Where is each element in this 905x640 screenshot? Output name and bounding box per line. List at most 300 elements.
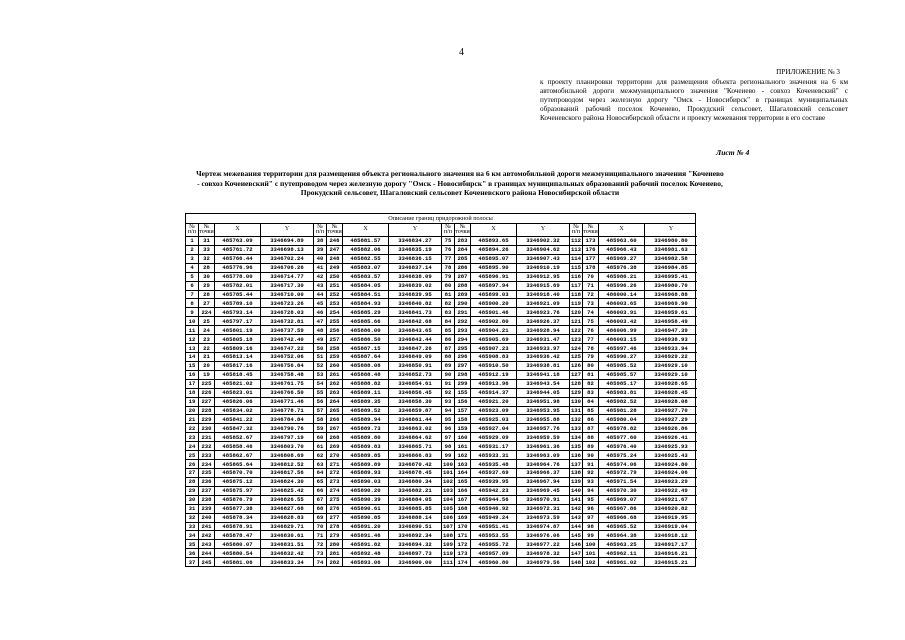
table-cell: 268 [327,433,343,441]
table-cell: 87 [583,424,599,432]
table-cell: 3346933.97 [526,344,560,352]
table-cell: 3346831.51 [270,540,304,548]
table-cell: 485889.85 [343,451,389,459]
table-cell: 88 [583,433,599,441]
table-cell: 3346923.29 [654,478,688,486]
table-cell: 485887.15 [343,344,389,352]
table-cell: 236 [199,478,215,486]
table-cell: 174 [455,558,471,566]
table-cell: 242 [199,531,215,539]
table-cell: 70 [314,523,327,531]
table-cell: 273 [327,478,343,486]
table-cell: 55 [314,389,327,397]
table-row [186,424,313,433]
table-cell: 230 [199,424,215,432]
table-cell: 485813.14 [215,353,261,361]
table-header-text: X [363,226,368,233]
table-header-cell [570,224,583,236]
table-cell: 485972.79 [599,469,645,477]
table-cell: 3346864.62 [398,433,432,441]
table-cell: 3346953.95 [526,406,560,414]
table-row [314,282,441,291]
table-cell: 485852.67 [215,433,261,441]
table-cell: 142 [570,505,582,513]
table-cell: 237 [199,487,215,495]
table-cell: 3346918.40 [526,290,560,298]
table-row [314,523,441,532]
table-cell: 235 [199,469,215,477]
table-cell: 10 [186,317,199,325]
table-cell: 3346961.36 [526,442,560,450]
table-cell: 294 [455,335,471,343]
table-header-cell [455,224,471,236]
table-cell: 3346938.81 [526,362,560,370]
table-row [570,469,697,478]
table-cell: 129 [570,389,582,397]
table-cell: 485951.41 [471,523,517,531]
table-row [186,264,313,273]
table-cell: 139 [570,478,582,486]
table-cell: 15 [186,362,199,370]
table-cell: 3346861.44 [398,415,432,423]
table-cell: 3346931.47 [526,335,560,343]
table-cell: 485891.82 [343,540,389,548]
table-row [314,487,441,496]
table-cell: 485847.32 [215,424,261,432]
table-cell: 176 [583,246,599,254]
table-cell: 120 [570,308,582,316]
table-cell: 138 [570,469,582,477]
table-cell: 485914.37 [471,389,517,397]
table-cell: 133 [570,424,582,432]
table-cell: 3346897.73 [398,549,432,557]
table-cell: 147 [570,549,582,557]
table-cell: 485883.07 [343,264,389,272]
table-cell: 486003.65 [599,299,645,307]
table-cell: 3346923.76 [526,308,560,316]
table-cell: 265 [327,407,343,415]
table-row [314,273,441,282]
table-cell: 101 [442,469,454,477]
table-header-text: № [317,223,323,230]
table-row [570,389,697,398]
table-cell: 27 [199,299,215,307]
table-cell: 3346728.03 [270,308,304,316]
table-cell: 12 [186,335,199,343]
table-row [314,308,441,317]
table-row [570,487,697,496]
table-cell: 485925.03 [471,415,517,423]
table-cell: 231 [199,433,215,441]
table-row [442,237,569,246]
table-rows [570,237,697,566]
table-cell: 287 [455,273,471,281]
table-header-text: точки [327,229,342,235]
table-cell: 28 [199,264,215,272]
table-cell: 485880.07 [215,540,261,548]
table-cell: 3346977.22 [526,540,560,548]
table-cell: 485877.38 [215,505,261,513]
table-cell: 93 [583,478,599,486]
table-header-cell [261,224,313,236]
table-header-text: п/п [187,229,197,235]
table-row [442,264,569,273]
table-row [442,496,569,505]
table-row [186,514,313,523]
table-cell: 485882.06 [343,246,389,254]
table-cell: 224 [199,308,215,316]
table-cell: 111 [442,558,454,566]
table-cell: 270 [327,451,343,459]
table-row [186,496,313,505]
table-cell: 485961.02 [599,558,645,566]
table-cell: 165 [455,478,471,486]
table-cell: 485878.91 [215,523,261,531]
table-cell: 3 [186,255,199,263]
table-row [186,317,313,326]
table-row [186,326,313,335]
table-cell: 2 [186,246,199,254]
table-cell: 485761.72 [215,246,261,254]
table-cell: 3346836.15 [398,255,432,263]
table-cell: 82 [583,380,599,388]
table-cell: 485982.52 [599,398,645,406]
table-cell: 75 [442,237,455,245]
table-cell: 56 [314,398,327,406]
table-cell: 485963.25 [599,540,645,548]
table-cell: 168 [455,505,471,513]
table-cell: 124 [570,344,582,352]
table-cell: 485885.29 [343,308,389,316]
table-cell: 3346882.21 [398,487,432,495]
table-row [570,442,697,451]
table-cell: 485878.34 [215,514,261,522]
table-row [442,433,569,442]
table-cell: 249 [327,264,343,272]
table-cell: 61 [314,442,327,450]
table-header-cell [186,224,199,236]
table-cell: 77 [583,335,599,343]
table-row [442,282,569,291]
table-cell: 485888.08 [343,362,389,370]
table-cell: 3346924.80 [654,460,688,468]
table-row [186,362,313,371]
table-header-text: № [587,223,594,230]
table-row [186,451,313,460]
table-row [186,469,313,478]
table-cell: 105 [442,505,454,513]
table-cell: 3346837.14 [398,264,432,272]
table-header-cell [314,224,327,236]
table-cell: 3346944.05 [526,389,560,397]
table-row [186,389,313,398]
table-cell: 228 [199,407,215,415]
table-row [314,398,441,407]
table-cell: 485892.48 [343,549,389,557]
table-cell: 485889.94 [343,415,389,423]
table-cell: 173 [455,549,471,557]
table-row [186,407,313,416]
table-cell: 164 [455,469,471,477]
table-cell: 485889.35 [343,398,389,406]
table-cell: 97 [583,514,599,522]
table-cell: 485889.11 [343,389,389,397]
table-cell: 69 [314,514,327,522]
table-cell: 44 [314,291,327,299]
table-cell: 485935.48 [471,460,517,468]
table-cell: 21 [186,415,199,423]
table-cell: 73 [583,299,599,307]
table-cell: 3346710.00 [270,290,304,298]
table-cell: 20 [199,362,215,370]
table-cell: 3346915.69 [526,282,560,290]
table-cell: 3346980.80 [654,237,688,245]
table-cell: 3346849.09 [398,353,432,361]
table-cell: 29 [199,282,215,290]
table-cell: 3346916.21 [654,549,688,557]
table-cell: 46 [314,308,327,316]
table-cell: 3346966.37 [526,469,560,477]
table-cell: 485818.45 [215,371,261,379]
table-row [570,540,697,549]
table-cell: 3346927.29 [654,415,688,423]
table-cell: 86 [442,335,455,343]
table-cell: 485912.19 [471,371,517,379]
table-row [570,273,697,282]
table-row [570,523,697,532]
table-row [442,415,569,424]
table-cell: 485960.80 [471,558,517,566]
table-cell: 3346921.09 [526,299,560,307]
table-cell: 485944.56 [471,496,517,504]
table-cell: 74 [583,308,599,316]
table-row [570,505,697,514]
table-header-text: X [491,226,496,233]
table-header-text: № [573,223,579,230]
table-cell: 485882.55 [343,255,389,263]
table-cell: 96 [583,505,599,513]
table-cell: 485889.83 [343,442,389,450]
table-cell: 3346970.91 [526,496,560,504]
table-cell: 3346973.59 [526,514,560,522]
table-cell: 485876.79 [215,496,261,504]
table-cell: 3346955.88 [526,415,560,423]
table-row [186,353,313,362]
table-cell: 3346969.45 [526,487,560,495]
table-cell: 30 [186,496,199,504]
table-cell: 252 [327,291,343,299]
table-cell: 3346870.42 [398,460,432,468]
table-cell: 276 [327,505,343,513]
table-cell: 257 [327,335,343,343]
table-cell: 3346928.65 [654,380,688,388]
table-cell: 485858.46 [215,442,261,450]
table-row [186,442,313,451]
table-cell: 485890.20 [343,487,389,495]
table-cell: 57 [314,407,327,415]
table-cell: 91 [442,380,455,388]
table-cell: 485981.28 [599,407,645,415]
table-cell: 485890.03 [343,478,389,486]
table-cell: 3346840.82 [398,299,432,307]
table-cell: 485901.46 [471,308,517,316]
table-cell: 3346928.08 [654,398,688,406]
table-cell: 38 [314,237,327,245]
table-cell: 34 [186,531,199,539]
table-cell: 485931.17 [471,442,517,450]
table-row [570,291,697,300]
table-row [442,389,569,398]
table-cell: 3346890.51 [398,522,432,530]
table-cell: 74 [314,558,327,566]
table-cell: 79 [442,273,455,281]
table-cell: 31 [186,505,199,513]
table-row [186,273,313,282]
table-cell: 169 [455,514,471,522]
table-row [186,282,313,291]
table-cell: 248 [327,255,343,263]
table-row [570,380,697,389]
table-cell: 3346969.90 [654,299,688,307]
table-cell: 485990.27 [599,353,645,361]
table-cell: 50 [314,344,327,352]
table-cell: 160 [455,433,471,441]
table-cell: 85 [583,407,599,415]
table-cell: 485966.43 [599,246,645,254]
table-cell: 259 [327,353,343,361]
table-cell: 89 [442,362,455,370]
table-row [314,531,441,540]
table-cell: 485890.39 [343,496,389,504]
table-cell: 82 [442,299,455,307]
table-cell: 3346723.26 [270,299,304,307]
table-cell: 3346784.84 [270,415,304,423]
table-cell: 3346925.43 [654,451,688,459]
table-cell: 3346756.84 [270,362,304,370]
table-cell: 3346847.26 [398,344,432,352]
table-row [186,487,313,496]
table-cell: 3346921.67 [654,496,688,504]
table-cell: 240 [199,514,215,522]
table-cell: 45 [314,299,327,307]
table-cell: 3346856.45 [398,389,432,397]
table-cell: 299 [455,380,471,388]
table-cell: 485937.69 [471,469,517,477]
table-row [314,264,441,273]
table-cell: 3346812.52 [270,460,304,468]
table-cell: 3346928.45 [654,389,688,397]
table-cell: 20 [186,407,199,415]
table-cell: 263 [327,389,343,397]
table-cell: 86 [583,415,599,423]
table-cell: 11 [186,326,199,334]
table-cell: 298 [455,371,471,379]
table-cell: 125 [570,353,582,361]
table-cell: 485927.04 [471,424,517,432]
table-cell: 32 [199,255,215,263]
table-cell: 3346842.68 [398,317,432,325]
table-cell: 33 [186,523,199,531]
table-cell: 90 [442,371,455,379]
table-row [186,460,313,469]
table-cell: 118 [570,290,582,298]
table-cell: 485997.46 [599,344,645,352]
table-cell: 3346742.40 [270,335,304,343]
table-cell: 3346958.49 [654,317,688,325]
table-cell: 485805.18 [215,335,261,343]
table-cell: 3346919.95 [654,514,688,522]
table-cell: 3346858.30 [398,398,432,406]
table-row [186,478,313,487]
table-cell: 261 [327,371,343,379]
table-cell: 3346926.41 [654,433,688,441]
table-cell: 3346706.26 [270,264,304,272]
table-header-text: № [189,223,195,230]
table-cell: 293 [455,326,471,334]
table-cell: 3346912.95 [526,273,560,281]
table-cell: 29 [186,487,199,495]
table-cell: 3346828.83 [270,514,304,522]
table-cell: 485908.83 [471,353,517,361]
table-rows [314,237,441,566]
table-cell: 485969.27 [599,255,645,263]
table-cell: 3346803.70 [270,442,304,450]
table-cell: 171 [455,531,471,539]
table-row [570,496,697,505]
table-cell: 486003.42 [599,317,645,325]
table-row [570,531,697,540]
table-row [442,442,569,451]
table-cell: 3346817.56 [270,469,304,477]
table-cell: 485929.09 [471,433,517,441]
table-row [570,398,697,407]
table-cell: 161 [455,442,471,450]
table-cell: 116 [570,273,582,281]
table-row [442,531,569,540]
table-cell: 3346839.02 [398,282,432,290]
table-cell: 485834.02 [215,407,261,415]
table-cell: 3346850.91 [398,362,432,370]
table-cell: 3346790.76 [270,424,304,432]
table-cell: 279 [327,531,343,539]
table-cell: 285 [455,255,471,263]
table-cell: 485910.50 [471,362,517,370]
table-row [314,246,441,255]
table-cell: 104 [442,496,454,504]
table-header-text: п/п [315,229,325,235]
table-cell: 72 [583,291,599,299]
table-cell: 94 [583,487,599,495]
table-cell: 485893.06 [343,558,389,566]
table-cell: 121 [570,317,582,325]
table-cell: 76 [583,326,599,334]
table-row [442,540,569,549]
table-header-row [442,224,569,237]
table-cell: 3346943.54 [526,380,560,388]
table-row [570,549,697,558]
table-cell: 485905.69 [471,335,517,343]
table-cell: 3346926.86 [654,424,688,432]
table-cell: 100 [583,540,599,548]
table-cell: 485894.26 [471,246,517,254]
table-row [314,299,441,308]
table-cell: 64 [314,469,327,477]
table-cell: 485923.09 [471,407,517,415]
table-cell: 485865.64 [215,460,261,468]
table-cell: 485884.93 [343,299,389,307]
table-blocks [186,224,695,566]
sheet-label: Лист № 4 [716,148,750,157]
